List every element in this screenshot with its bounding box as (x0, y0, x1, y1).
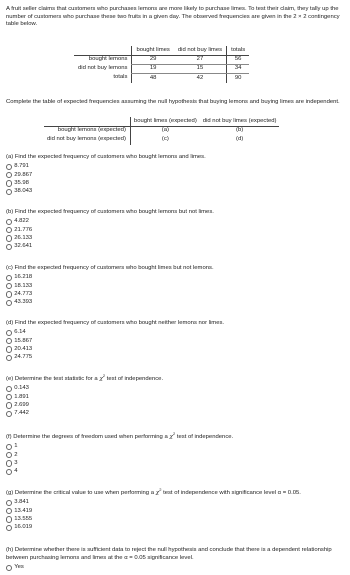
problem-intro: A fruit seller claims that customers who purchases lemons are more likely to purchase limes. To test their claim, they tally up the number of customers who purchase these two fruits in a given day. The observed frequencies are given in the 2 × 2 contingency table below. (6, 6, 340, 28)
question-text: (a) Find the expected frequency of customers who bought lemons and limes. (6, 154, 206, 160)
cell: 42 (196, 74, 204, 81)
option-f-3[interactable] (6, 459, 346, 467)
question-e (6, 373, 346, 418)
exponent: 2 (159, 487, 162, 493)
option-e-2[interactable] (6, 393, 346, 401)
option-c-1[interactable] (6, 274, 346, 282)
option-label: 35.98 (14, 179, 29, 186)
option-f-4[interactable] (6, 468, 346, 476)
option-b-1[interactable] (6, 218, 346, 226)
radio-button[interactable] (6, 469, 12, 475)
radio-button[interactable] (6, 402, 12, 408)
radio-button[interactable] (6, 355, 12, 361)
question-c (6, 265, 346, 307)
radio-button[interactable] (6, 525, 12, 531)
option-label: 2.699 (14, 401, 29, 408)
chi-symbol: χ (169, 434, 173, 440)
option-label: 20.413 (14, 345, 33, 352)
option-e-4[interactable] (6, 410, 346, 418)
option-label: 13.555 (14, 515, 33, 522)
cell: (d) (236, 136, 244, 143)
option-c-4[interactable] (6, 299, 346, 307)
radio-button[interactable] (6, 180, 12, 186)
question-text: (f) Determine the degrees of freedom used when performing a $\chi^2$ test of independence. (6, 431, 234, 440)
option-c-3[interactable] (6, 290, 346, 298)
option-label: 18.133 (14, 282, 33, 289)
row-label: bought lemons (expected) (57, 127, 126, 134)
question-text: (c) Find the expected frequency of customers who bought limes but not lemons. (6, 265, 214, 271)
cell: (c) (130, 135, 199, 144)
cell: (b) (236, 127, 244, 134)
radio-button[interactable] (6, 291, 12, 297)
radio-button[interactable] (6, 244, 12, 250)
option-a-3[interactable] (6, 179, 346, 187)
cell: 90 (227, 74, 250, 83)
option-label: Yes (14, 563, 24, 570)
option-label: 43.393 (14, 298, 33, 305)
option-label: 7.442 (14, 409, 29, 416)
cell: 19 (132, 64, 174, 73)
option-label: 8.791 (14, 163, 29, 170)
option-g-3[interactable] (6, 515, 346, 523)
option-label: 13.419 (14, 507, 33, 514)
option-label: 1.891 (14, 393, 29, 400)
option-label: 16.218 (14, 274, 33, 281)
col-header-bought-limes-expected: bought limes (expected) (130, 117, 199, 126)
cell: 56 (227, 55, 250, 64)
option-label: 15.867 (14, 337, 33, 344)
option-a-2[interactable] (6, 171, 346, 179)
cell: 34 (227, 64, 250, 73)
radio-button[interactable] (6, 516, 12, 522)
option-label: 3 (14, 459, 18, 466)
option-d-4[interactable] (6, 354, 346, 362)
option-label: 1 (14, 443, 18, 450)
radio-button[interactable] (6, 219, 12, 225)
radio-button[interactable] (6, 338, 12, 344)
radio-button[interactable] (6, 164, 12, 170)
radio-button[interactable] (6, 275, 12, 281)
cell: 48 (132, 74, 174, 83)
option-label: 3.841 (14, 499, 29, 506)
row-label: totals (113, 74, 128, 81)
option-label: 29.867 (14, 171, 33, 178)
option-d-2[interactable] (6, 337, 346, 345)
exponent: 2 (102, 373, 106, 379)
radio-button[interactable] (6, 386, 12, 392)
col-header-not-limes-expected: did not buy limes (expected) (200, 117, 280, 126)
question-g (6, 487, 346, 532)
option-label: 6.14 (14, 329, 26, 336)
radio-button[interactable] (6, 452, 12, 458)
option-d-1[interactable] (6, 329, 346, 337)
option-label: 32.641 (14, 242, 33, 249)
radio-button[interactable] (6, 565, 12, 571)
col-header-not-limes: did not buy limes (174, 46, 227, 55)
cell: 27 (174, 55, 227, 64)
question-text: (d) Find the expected frequency of customers who bought neither lemons nor limes. (6, 320, 225, 326)
question-f (6, 431, 346, 476)
question-text: (e) Determine the test statistic for a $\chi^2$ test of independence. (6, 373, 164, 382)
radio-button[interactable] (6, 460, 12, 466)
question-text: (b) Find the expected frequency of customers who bought lemons but not limes. (6, 209, 214, 215)
option-f-2[interactable] (6, 451, 346, 459)
exponent: 2 (172, 431, 176, 437)
question-a (6, 154, 346, 196)
radio-button[interactable] (6, 394, 12, 400)
option-g-4[interactable] (6, 524, 346, 532)
radio-button[interactable] (6, 189, 12, 195)
radio-button[interactable] (6, 411, 12, 417)
option-label: 26.133 (14, 234, 33, 241)
radio-button[interactable] (6, 227, 12, 233)
question-b (6, 209, 346, 251)
cell: (a) (130, 126, 199, 135)
radio-button[interactable] (6, 283, 12, 289)
option-c-2[interactable] (6, 282, 346, 290)
option-h-yes[interactable] (6, 564, 346, 572)
col-header-bought-limes: bought limes (132, 46, 174, 55)
cell: 29 (132, 55, 174, 64)
radio-button[interactable] (6, 500, 12, 506)
radio-button[interactable] (6, 300, 12, 306)
question-text: (g) Determine the critical value to use when performing a $\chi^2$ test of independence with significance level α = 0.05. (6, 487, 301, 496)
radio-button[interactable] (6, 444, 12, 450)
row-label: bought lemons (88, 56, 128, 63)
option-label: 4.822 (14, 218, 29, 225)
option-label: 38.043 (14, 187, 33, 194)
question-h (6, 547, 346, 572)
instructions-text: Complete the table of expected frequencies assuming the null hypothesis that buying lemons and buying limes are independent. (6, 99, 340, 105)
radio-button[interactable] (6, 235, 12, 241)
observed-frequency-table (74, 46, 249, 83)
option-label: 0.143 (14, 385, 29, 392)
option-label: 16.019 (14, 523, 33, 530)
question-d (6, 320, 346, 362)
option-e-3[interactable] (6, 401, 346, 409)
option-a-4[interactable] (6, 188, 346, 196)
chi-symbol: χ (99, 376, 103, 382)
option-g-2[interactable] (6, 507, 346, 515)
col-header-totals: totals (227, 46, 250, 55)
radio-button[interactable] (6, 172, 12, 178)
option-b-3[interactable] (6, 234, 346, 242)
option-label: 4 (14, 467, 18, 474)
radio-button[interactable] (6, 330, 12, 336)
option-b-2[interactable] (6, 226, 346, 234)
radio-button[interactable] (6, 346, 12, 352)
chi-symbol: χ (155, 490, 160, 496)
option-e-1[interactable] (6, 385, 346, 393)
expected-frequency-table (44, 117, 279, 145)
cell: 15 (174, 64, 227, 73)
option-label: 24.775 (14, 353, 33, 360)
radio-button[interactable] (6, 508, 12, 514)
option-label: 24.773 (14, 290, 33, 297)
option-label: 21.776 (14, 226, 33, 233)
option-b-4[interactable] (6, 243, 346, 251)
option-g-1[interactable] (6, 499, 346, 507)
option-d-3[interactable] (6, 345, 346, 353)
option-f-1[interactable] (6, 443, 346, 451)
option-label: 2 (14, 451, 18, 458)
option-a-1[interactable] (6, 163, 346, 171)
row-label: did not buy lemons (78, 65, 128, 72)
question-text: (h) Determine whether there is sufficient data to reject the null hypothesis and conclude that there is a dependent relationship between purchasing lemons and limes at the α = 0.05 significance level. (6, 547, 332, 561)
row-label: did not buy lemons (expected) (47, 136, 126, 143)
